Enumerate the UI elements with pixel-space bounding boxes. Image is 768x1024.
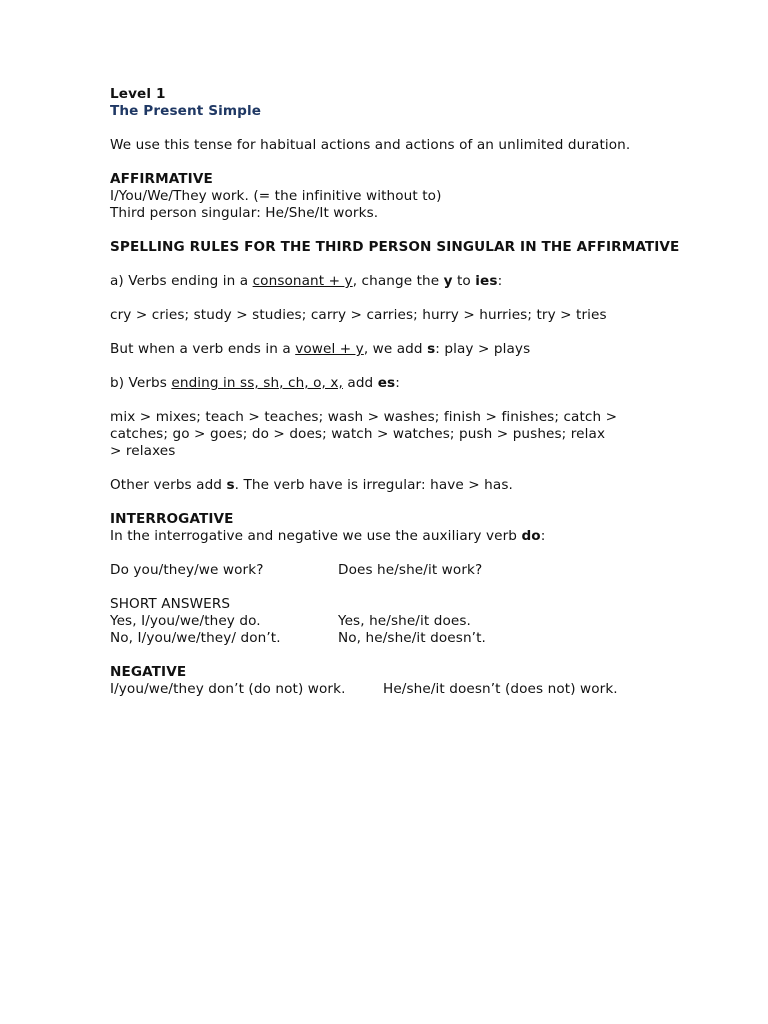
intro-text: We use this tense for habitual actions and actions of an unlimited duration. [110,137,631,153]
negative-left: I/you/we/they don’t (do not) work. [110,681,346,697]
document-page [110,86,680,698]
interrogative-line-suffix: : [540,528,546,544]
rule-a-middle: , change the [352,273,444,289]
vowel-rule [110,341,670,358]
affirmative-line-1: I/You/We/They work. (= the infinitive without to) [110,188,442,204]
short-answers-label: SHORT ANSWERS [110,596,231,612]
rule-a-suffix: : [497,273,503,289]
interrogative-line-prefix: In the interrogative and negative we use the auxiliary verb [110,528,522,544]
examples-b: mix > mixes; teach > teaches; wash > washes; finish > finishes; catch > catches; go > goes; do > does; watch > watches; push > pushes; relax > relaxes [110,409,618,459]
interrogative-line [110,528,670,545]
question-right: Does he/she/it work? [338,562,483,578]
short-answer-no-row [110,630,670,647]
level-heading: Level 1 [110,86,166,102]
other-verbs-suffix: . The verb have is irregular: have > has. [234,477,513,493]
other-verbs-prefix: Other verbs add [110,477,227,493]
interrogative-heading: INTERROGATIVE [110,511,234,527]
other-verbs-bold: s [226,477,235,493]
rule-b-middle: add [342,375,378,391]
short-answer-yes-row [110,613,670,630]
rule-a-bold-y: y [443,273,453,289]
short-answer-yes-left: Yes, I/you/we/they do. [110,613,261,629]
vowel-rule-suffix: : play > plays [435,341,531,357]
spelling-rules-heading: SPELLING RULES FOR THE THIRD PERSON SINGULAR IN THE AFFIRMATIVE [110,239,680,255]
affirmative-heading: AFFIRMATIVE [110,171,213,187]
question-row [110,562,670,579]
negative-right: He/she/it doesn’t (does not) work. [383,681,618,697]
vowel-rule-underlined: vowel + y [295,341,364,357]
vowel-rule-middle: , we add [363,341,428,357]
negative-row [110,681,670,698]
short-answer-yes-right: Yes, he/she/it does. [338,613,471,629]
rule-a [110,273,670,290]
interrogative-line-bold: do [521,528,541,544]
affirmative-line-2: Third person singular: He/She/It works. [110,205,379,221]
rule-b-bold: es [377,375,396,391]
vowel-rule-prefix: But when a verb ends in a [110,341,296,357]
rule-b-prefix: b) Verbs [110,375,172,391]
question-left: Do you/they/we work? [110,562,264,578]
rule-b-suffix: : [395,375,400,391]
rule-a-prefix: a) Verbs ending in a [110,273,253,289]
lesson-title: The Present Simple [110,103,262,119]
rule-a-underlined: consonant + y [252,273,353,289]
rule-b [110,375,670,392]
rule-a-bold-ies: ies [475,273,498,289]
negative-heading: NEGATIVE [110,664,187,680]
vowel-rule-bold: s [427,341,436,357]
rule-a-to: to [452,273,476,289]
short-answer-no-right: No, he/she/it doesn’t. [338,630,486,646]
short-answer-no-left: No, I/you/we/they/ don’t. [110,630,281,646]
examples-a: cry > cries; study > studies; carry > carries; hurry > hurries; try > tries [110,307,607,323]
rule-b-underlined: ending in ss, sh, ch, o, x, [171,375,343,391]
other-verbs [110,477,670,494]
